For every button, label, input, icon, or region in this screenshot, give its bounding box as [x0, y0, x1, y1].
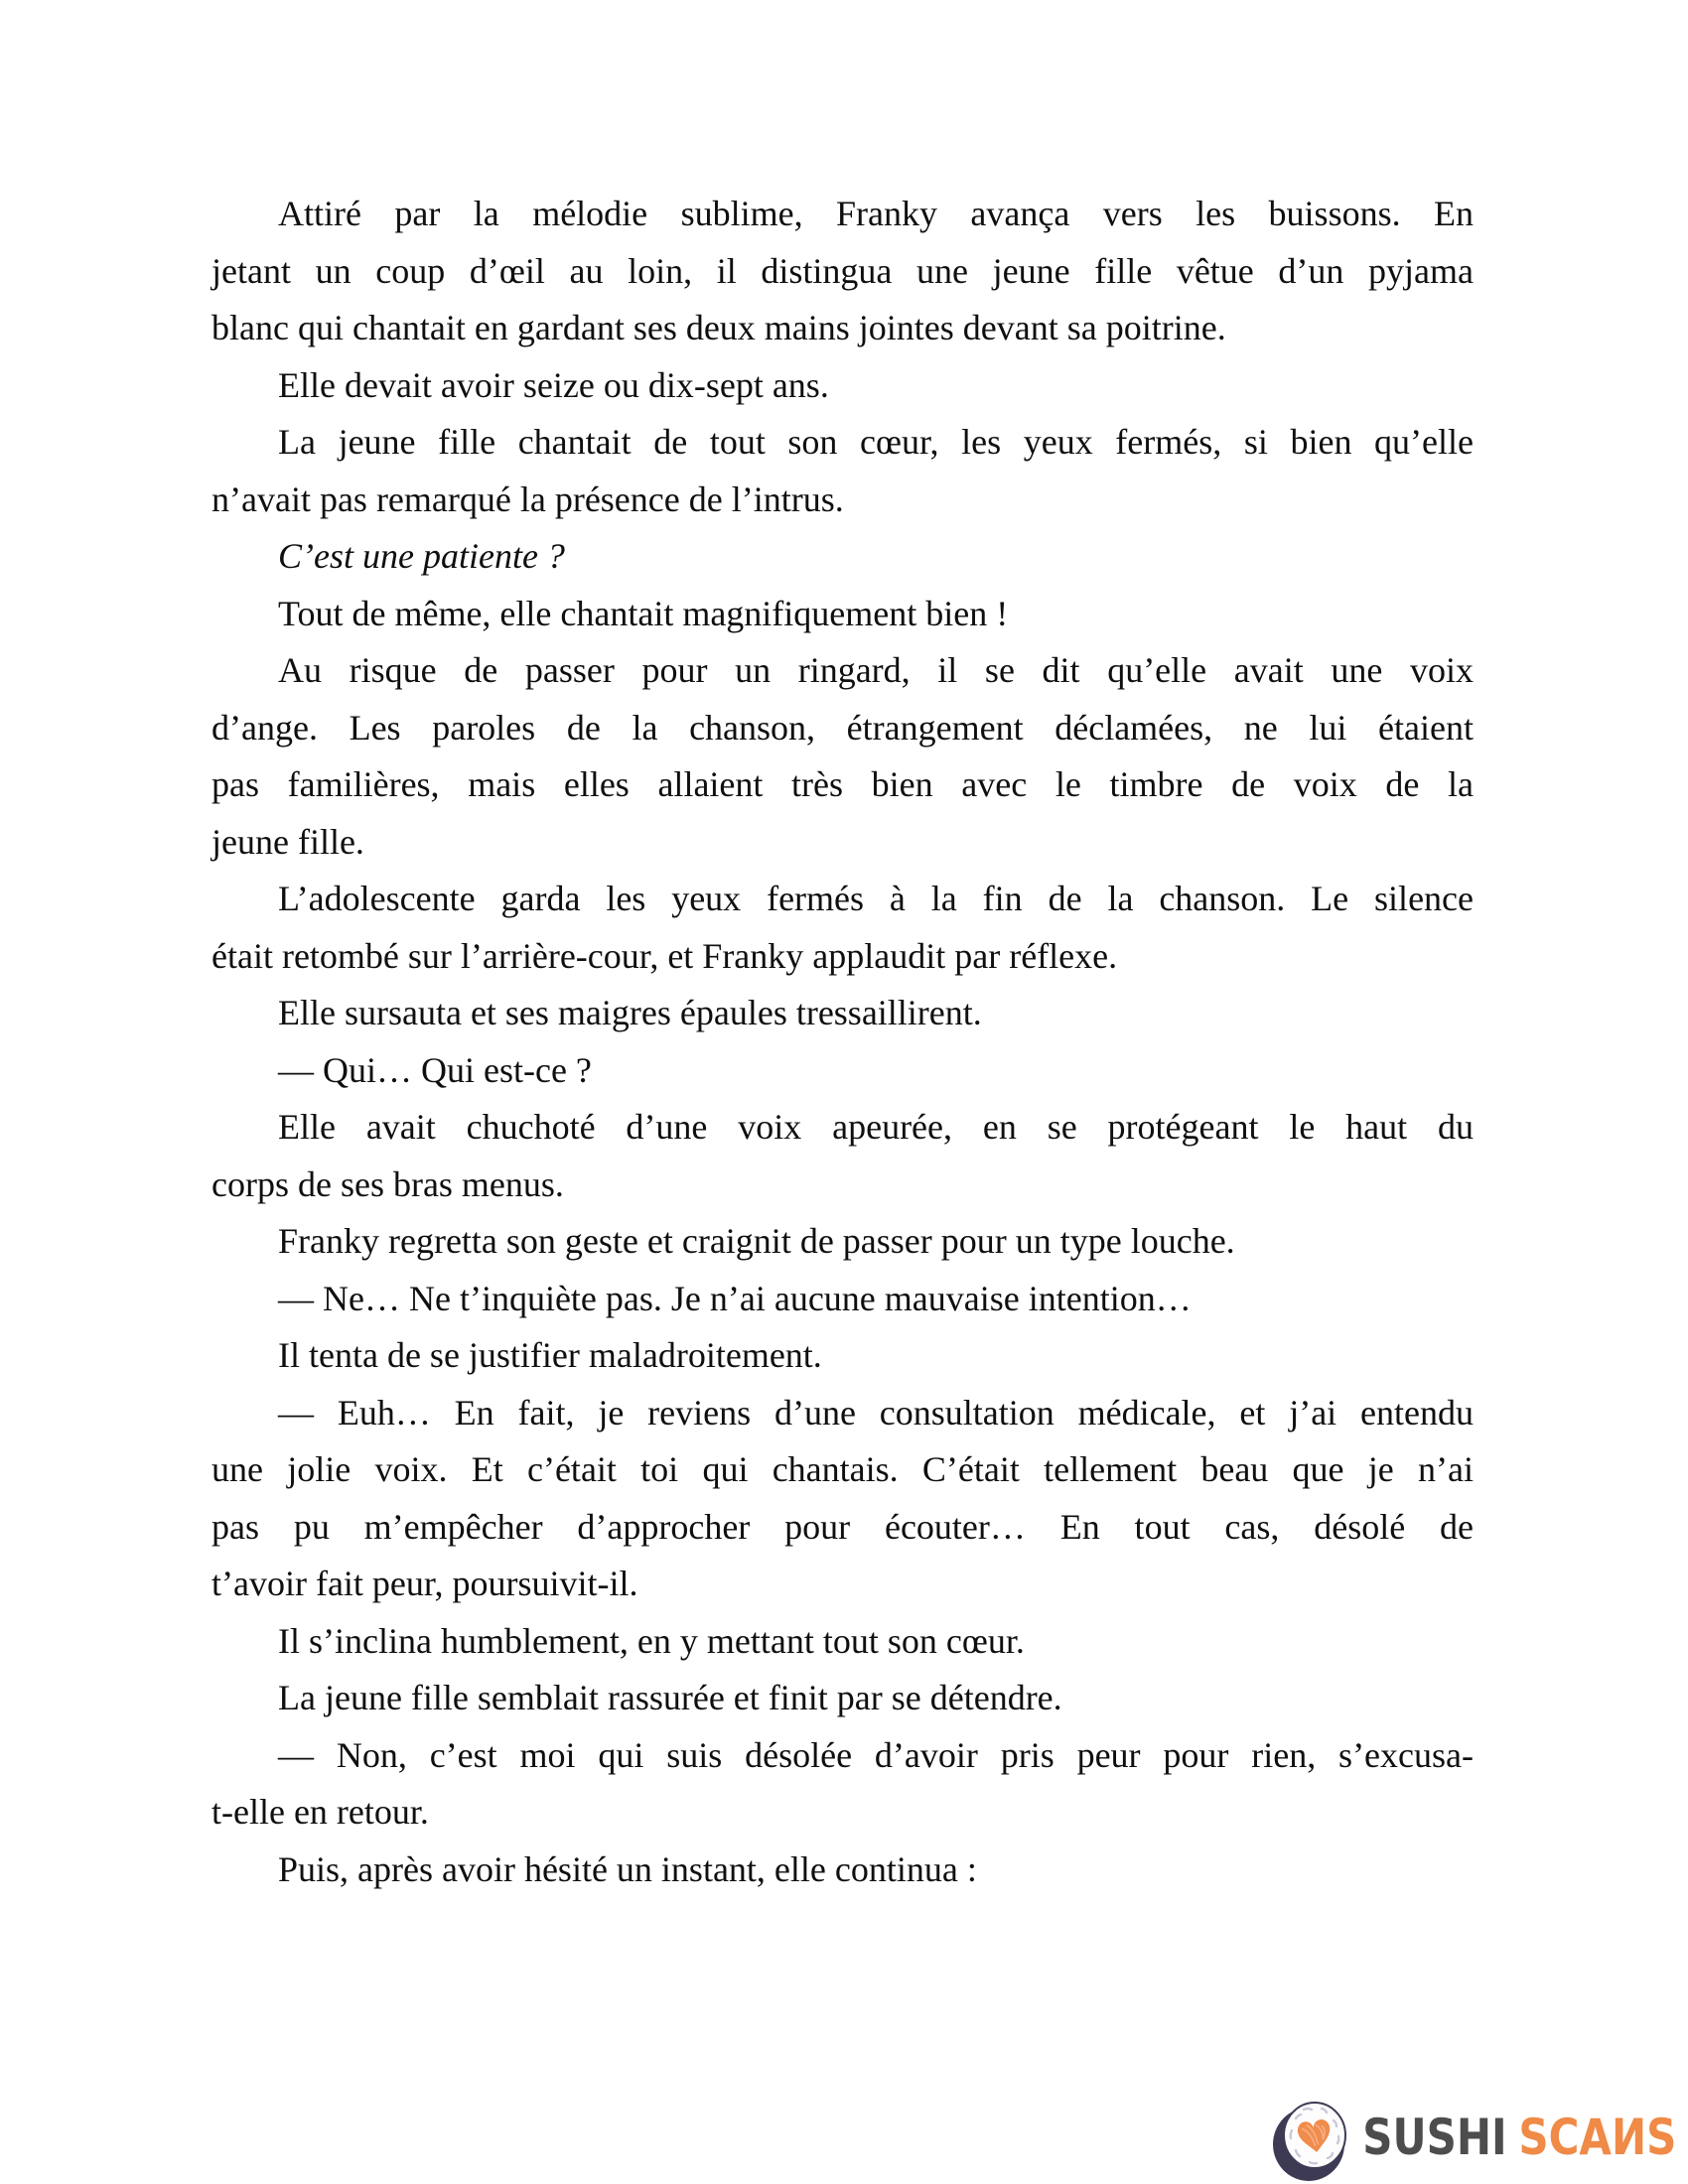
text-line: — Euh… En fait, je reviens d’une consultation médicale, et j’ai entendu: [278, 1392, 1474, 1433]
text-line: Elle devait avoir seize ou dix-sept ans.: [278, 364, 829, 405]
text-line: Puis, après avoir hésité un instant, elle continua :: [278, 1848, 977, 1889]
text-line: blanc qui chantait en gardant ses deux mains jointes devant sa poitrine.: [211, 308, 1226, 347]
text-line: d’ange. Les paroles de la chanson, étrangement déclamées, ne lui étaient: [211, 707, 1474, 748]
text-line: La jeune fille chantait de tout son cœur, les yeux fermés, si bien qu’elle: [278, 422, 1474, 462]
text-line: t-elle en retour.: [211, 1792, 429, 1832]
logo-word-sushi: SUSHI: [1361, 2109, 1507, 2166]
text-line: Attiré par la mélodie sublime, Franky avança vers les buissons. En: [278, 194, 1474, 233]
body-text: [211, 186, 1474, 1898]
text-line: La jeune fille semblait rassurée et finit par se détendre.: [278, 1678, 1062, 1717]
text-line: Elle sursauta et ses maigres épaules tressaillirent.: [278, 993, 982, 1032]
sushi-roll-icon: [1272, 2099, 1351, 2182]
text-line: pas pu m’empêcher d’approcher pour écouter… En tout cas, désolé de: [211, 1506, 1474, 1547]
text-line: Au risque de passer pour un ringard, il se dit qu’elle avait une voix: [278, 650, 1474, 690]
text-line: jeune fille.: [211, 821, 364, 862]
text-line: C’est une patiente ?: [278, 536, 565, 576]
text-line: Il tenta de se justifier maladroitement.: [278, 1335, 822, 1375]
text-line: L’adolescente garda les yeux fermés à la fin de la chanson. Le silence: [278, 879, 1474, 918]
text-line: corps de ses bras menus.: [211, 1163, 564, 1204]
text-line: était retombé sur l’arrière-cour, et Franky applaudit par réflexe.: [211, 935, 1118, 976]
text-line: Tout de même, elle chantait magnifiquement bien !: [278, 593, 1009, 633]
logo-word-scans: SCAИS: [1518, 2109, 1676, 2166]
text-line: pas familières, mais elles allaient très bien avec le timbre de voix de la: [211, 764, 1474, 804]
text-line: — Non, c’est moi qui suis désolée d’avoir pris peur pour rien, s’excusa-: [278, 1734, 1474, 1775]
text-line: Il s’inclina humblement, en y mettant tout son cœur.: [278, 1620, 1025, 1661]
text-line: n’avait pas remarqué la présence de l’intrus.: [211, 478, 844, 519]
text-line: t’avoir fait peur, poursuivit-il.: [211, 1564, 638, 1603]
logo-wordmark: [1362, 2111, 1676, 2164]
text-line: Franky regretta son geste et craignit de passer pour un type louche.: [278, 1221, 1235, 1261]
text-line: une jolie voix. Et c’était toi qui chantais. C’était tellement beau que je n’ai: [211, 1449, 1474, 1489]
text-line: — Qui… Qui est-ce ?: [278, 1049, 592, 1090]
text-line: Elle avait chuchoté d’une voix apeurée, en se protégeant le haut du: [278, 1107, 1474, 1147]
text-line: jetant un coup d’œil au loin, il distingua une jeune fille vêtue d’un pyjama: [211, 250, 1474, 291]
text-line: — Ne… Ne t’inquiète pas. Je n’ai aucune mauvaise intention…: [278, 1278, 1192, 1318]
